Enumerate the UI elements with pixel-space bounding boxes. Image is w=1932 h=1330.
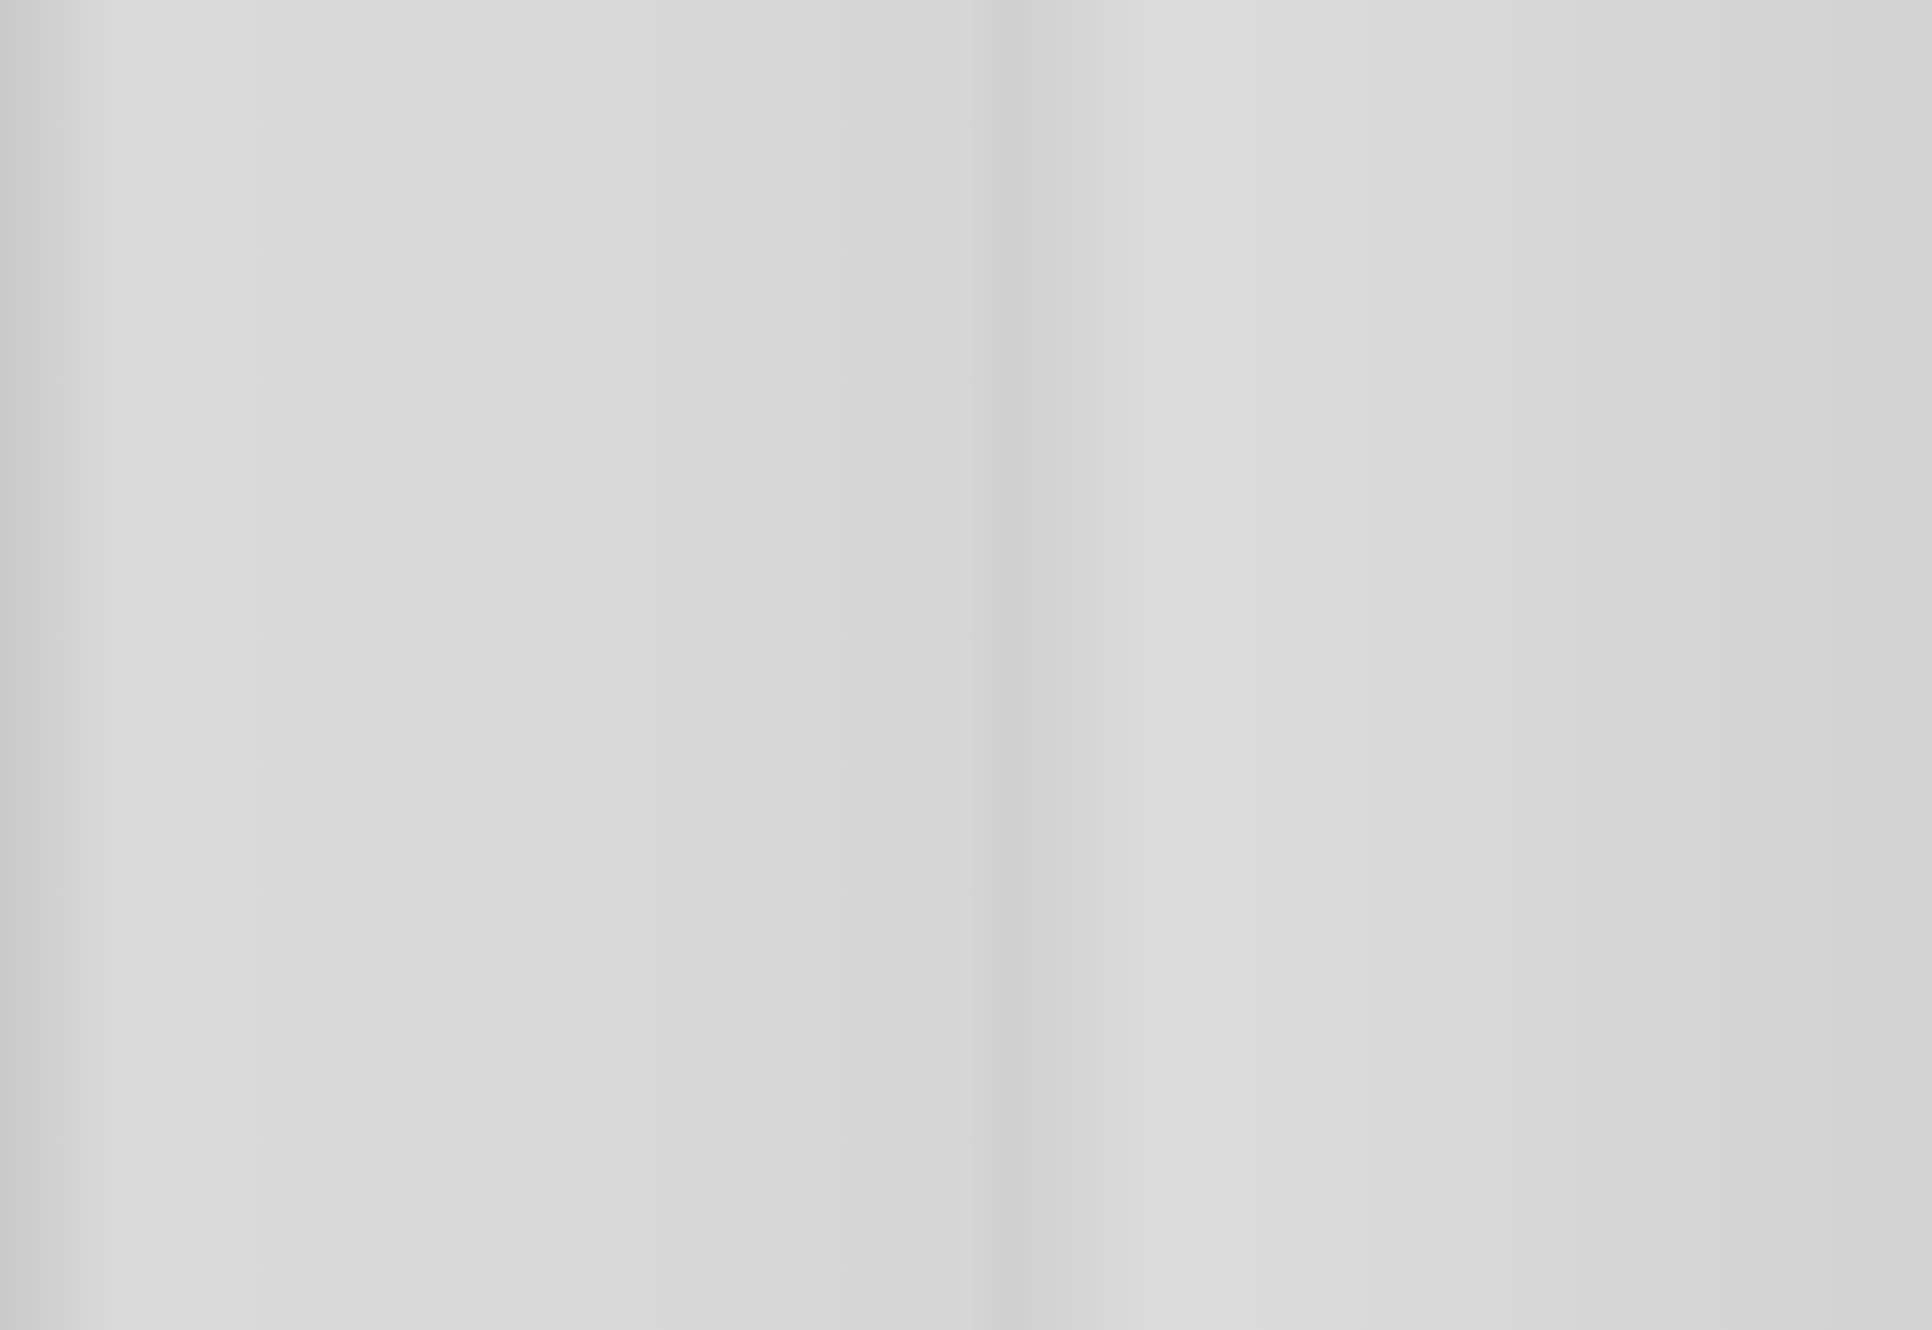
header-col-3	[182, 140, 498, 260]
header-col-2	[132, 104, 178, 308]
header-col-4	[504, 168, 544, 288]
header-col-5	[548, 184, 586, 187]
header-col-10	[1056, 118, 1220, 298]
header-col-9	[990, 128, 1052, 288]
header-col-13	[1676, 152, 1786, 252]
header-col-12	[1472, 146, 1668, 296]
header-col-1	[56, 148, 130, 308]
header-col-6	[590, 184, 628, 187]
header-col-8	[832, 120, 950, 300]
header-col-14	[1796, 104, 1920, 294]
header-col-11	[1226, 126, 1462, 296]
header-col-7	[634, 130, 824, 300]
